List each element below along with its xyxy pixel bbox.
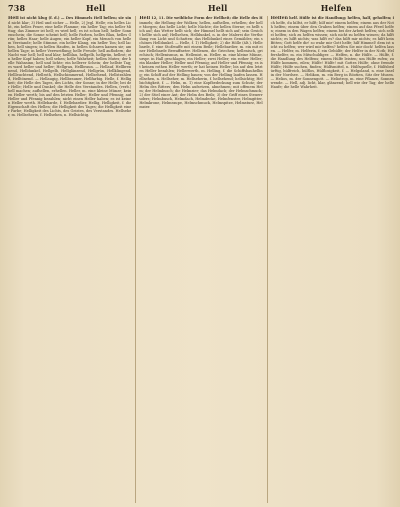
column-text xyxy=(139,16,262,109)
entry-body: ist nicht klug (f. d.) — Des Himmels Hell bellen; sie sind nicht klar; 3) Heil und sicher — Helle, 2) Jegl. Helle; ein helles Licht, ein helles Feuer, eine helle Flamme; ein heller Tag; ein heller Mittag; das Zimmer ist hell; es wird hell; es ist schon hell; heller Sonnenschein; die Sonne scheint hell; helle Farben, helles Blau, helles Grün; helles Haar; helle Augen; ein heller Kopf, ein Mensch von hellem Verstande; helle Stimme, ein heller Klang, ein heller Ton; hell lachen, hell singen; in hellen Haufen, in hellen Scharen kamen sie; am hellen Tage; in heller Verzweiflung; helle Freude; hell auflodern; die Nacht war hell; hell und klar; hellblau, hellgelb, hellgrün, hellrot; ein heller Kopf haben; hell sehen; helle Wahrheit; hellen Mutes; der helle Wahnsinn; hell und lichte; ein hellerer Schein; der hellste Tag; es ward heller und heller; Hellgrau, Hellbraun. — Hellauf, Hellbrennend, Helldunkel, Hellgelb, Hellglänzend, Hellgrün, Hellklingend, Hellleuchtend, Hellroth, Hellschimmernd, Hellsehend, Hellstrahlend, Helltönend. — Hellaugig, Hellbrauner, Hellfarbig. Helle, f. Helligkeit; die Helle des Tages, des Lichts, der Sonne; in der Helle; bei der Helle; Helle und Dunkel; die Helle des Verstandes. Hellen, (verb.) hell machen; aufhellen, erhellen. Heller, m. eine kleine Münze; keinen Heller werth; bis auf den letzten Heller; Heller und Pfennig; auf Heller und Pfennig bezahlen; nicht einen Heller haben; es ist keinen Heller werth. Hellebarde, f. Hellebardier. Hellig, Helligkeit, f. die Eigenschaft des Hellen; die Helligkeit des Tages; die Helligkeit einer Farbe; Helligkeit des Lichts, des Geistes, des Verstandes. Hellseher, m. Hellseherin, f. Hellsehen, n. Hellsichtig. xyxy=(8,16,132,118)
column-left xyxy=(8,16,131,503)
running-head-left: Hell xyxy=(86,3,106,13)
running-head-right: Helfen xyxy=(320,3,352,13)
entry-headword: Hell xyxy=(8,16,19,21)
entry-headword: Helfen xyxy=(270,16,288,21)
entry-body: helf. Hülfe ist die Handlung; helfen, half, geholfen; ich helfe, du hilfst, er hilft; hilf mir! einem helfen; einem aus der Noth helfen; einem über den Graben helfen; einem auf das Pferd helfen; einem in den Wagen helfen; einem bei der Arbeit helfen; sich selbst helfen; sich zu helfen wissen; sich nicht zu helfen wissen; da hilft nichts; es hilft nichts; was hilft es? das hilft mir nichts; es hilft kein Bitten; Gott helfe dir! so wahr mir Gott helfe; hilf Himmel! dem ist nicht zu helfen; wer wird mir helfen? helfen Sie mir doch! helfen lassen. — Helfer, m. Helferin, f. ein Gehülfe; der Helfer in der Noth; Helfershelfer, m. ein Mitschuldiger. — Helfen, n. die Hülfe. — Hülfe, f. die Handlung des Helfens; einem Hülfe leisten; um Hülfe rufen; zu Hülfe kommen, eilen; Hülfe! Hülfe! mit Gottes Hülfe; ohne fremde Hülfe; Hülfe suchen, finden; Hülfsmittel, n. Hülfsquelle, f. Hülfsbedürftig, hülfreich, hülflos, Hülflosigkeit, f. — Helgoland, n. eine Insel in der Nordsee. — Helikon, m. ein Berg in Böotien, Sitz der Musen. — Helios, m. der Sonnengott. — Heliotrop, m. eine Pflanze, Sonnenwende. — Hell, adj. licht, klar, glänzend; hell wie der Tag; der helle Haufe; die helle Wahrheit. xyxy=(270,16,394,90)
entry-headword: Hell xyxy=(139,16,151,21)
column-right xyxy=(267,16,394,503)
page-header xyxy=(8,3,392,15)
column-text xyxy=(271,16,394,89)
text-columns xyxy=(8,16,394,503)
running-head-middle: Hell xyxy=(208,3,228,13)
entry-body: 12, 11. Die weibliche Form der Hellheit; die Helle des Himmels; die Hellung der Wolken; hellen, aufhellen, erhellen; der helle Morgen; das helle Licht; helle Nächte; die hellen Sterne; es hellt sich auf; das Wetter hellt sich; der Himmel hellt sich auf; sein Gesicht hellte sich auf; Hellsehen, Helldunkel, n. in der Malerei die Vertheilung von Licht und Schatten; das Helldunkel eines Gemäldes; ein schönes Helldunkel. — Helle, f. 1) Helligkeit; 2) die Hölle (ält.). Hellebarde, f. eine Stoßwaffe mit einem Beile; Hellebardier, m. ein mit einer Hellebarde Bewaffneter. Hellenen, die Griechen; hellenisch, griechisch; Hellenismus, m. Hellenist, m. Heller, m. eine kleine Münze, urspr. in Hall geschlagen; ein Heller; zwei Heller; ein rother Heller; ein blanker Heller; Heller und Pfennig; auf Heller und Pfennig; es ist keinen rothen Heller werth; er hat keinen Heller; bis auf den letzten Heller bezahlen; Hellerwerth, m. Helling, f. die Schiffsbauhelling; ein Schiff auf der Helling bauen; von der Helling laufen lassen. Hellsehen, n. Hellseher, m. Hellseherin, f. hellsehend; hellsichtig; Hellsichtigkeit, f. — Helm, m. 1) eine Kopfbedeckung zum Schutz; der Helm des Ritters; den Helm aufsetzen, abnehmen; mit offenem Helm; der Helmbusch; die Helmzier; das Helmdach; der Helmschmuck; 2) der Stiel einer Axt; der Helm des Beils; 3) der Griff eines Steuerruders; Helmbusch, Helmdach, Helmdecke, Helmfenster, Helmgitter, Helmkrone, Helmraupe, Helmschmuck, Helmspitze, Helmsturz, Helmzier. xyxy=(139,16,263,110)
column-middle xyxy=(135,16,262,503)
page-number: 738 xyxy=(8,3,26,13)
column-text xyxy=(8,16,131,117)
